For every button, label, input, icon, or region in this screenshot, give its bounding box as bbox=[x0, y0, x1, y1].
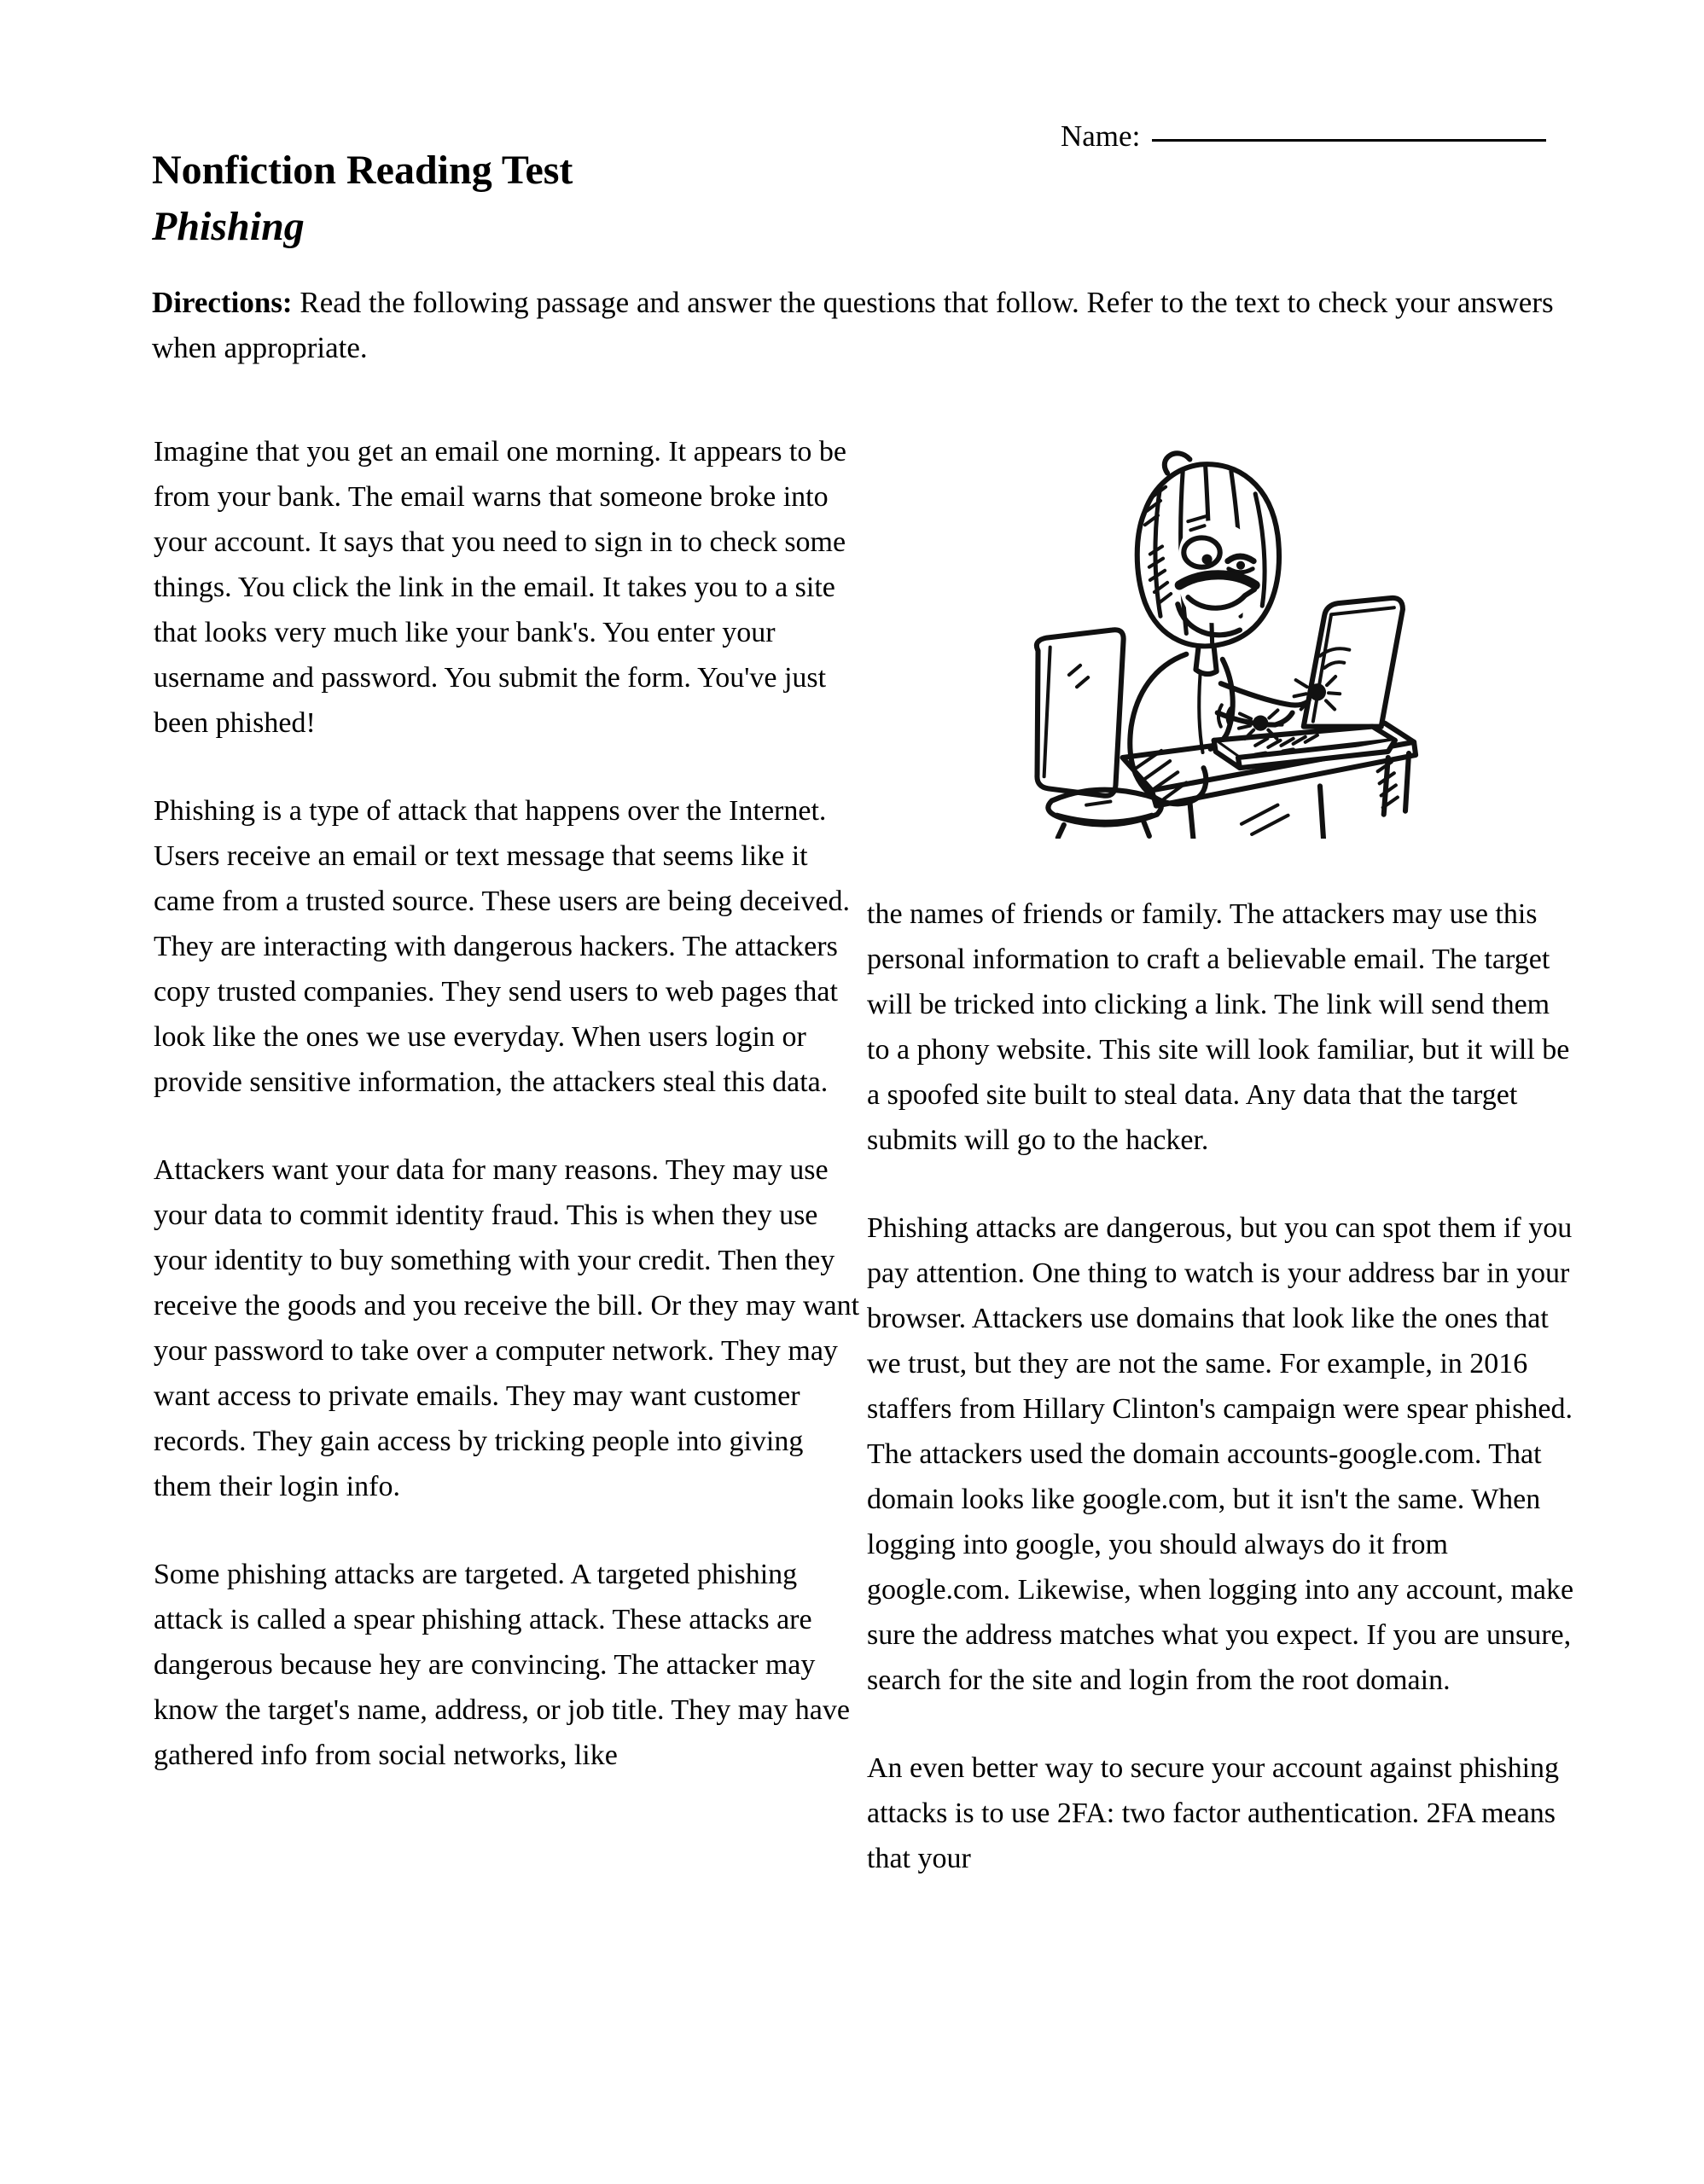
name-label: Name: bbox=[1061, 119, 1141, 153]
passage-paragraph: the names of friends or family. The attackers may use this personal information to craft a believable email. The target will be tricked into clicking a link. The link will send them to a phony website. This site will look familiar, but it will be a spoofed site built to steal data. Any data that the target submits will go to the hacker. bbox=[867, 898, 1570, 1156]
passage-right-column bbox=[867, 892, 1575, 1924]
name-blank-line[interactable] bbox=[1152, 139, 1546, 142]
passage-left-column bbox=[154, 429, 862, 1821]
chair bbox=[1037, 630, 1161, 838]
name-field-row bbox=[1061, 119, 1546, 154]
passage-paragraph: An even better way to secure your account against phishing attacks is to use 2FA: two factor authentication. 2FA means that your bbox=[867, 1752, 1560, 1874]
page-subtitle: Phishing bbox=[152, 204, 305, 249]
passage-paragraph: Phishing attacks are dangerous, but you can spot them if you pay attention. One thing to watch is your address bar in your browser. Attackers use domains that look like the ones that we trust, but they are not the same. For example, in 2016 staffers from Hillary Clinton's campaign were spear phished. The attackers used the domain accounts-google.com. That domain looks like google.com, but it isn't the same. When logging into google, you should always do it from google.com. Likewise, when logging into any account, make sure the address matches what you expect. If you are unsure, search for the site and login from the root domain. bbox=[867, 1212, 1574, 1696]
directions bbox=[152, 280, 1575, 370]
passage-paragraph: Phishing is a type of attack that happens over the Internet. Users receive an email or text message that seems like it came from a trusted source. These users are being deceived. They are interacting with dangerous hackers. The attackers copy trusted companies. They send users to web pages that look like the ones we use everyday. When users login or provide sensitive information, the attackers steal this data. bbox=[154, 795, 850, 1098]
passage-paragraph: Attackers want your data for many reasons. They may use your data to commit identity fraud. This is when they use your identity to buy something with your credit. Then they receive the goods and you receive the bill. Or they may want your password to take over a computer network. They may want access to private emails. They may want customer records. They gain access by tricking people into giving them their login info. bbox=[154, 1154, 860, 1502]
directions-text: Read the following passage and answer the questions that follow. Refer to the text to check your answers when appropriate. bbox=[152, 286, 1554, 364]
directions-label: Directions: bbox=[152, 286, 293, 319]
hacker-at-laptop-illustration bbox=[981, 425, 1502, 839]
passage-paragraph: Some phishing attacks are targeted. A targeted phishing attack is called a spear phishing attack. These attacks are dangerous because hey are convincing. The attacker may know the target's name, address, or job title. They may have gathered info from social networks, like bbox=[154, 1559, 850, 1771]
passage-paragraph: Imagine that you get an email one morning. It appears to be from your bank. The email warns that someone broke into your account. It says that you need to sign in to check some things. You click the link in the email. It takes you to a site that looks very much like your bank's. You enter your username and password. You submit the form. You've just been phished! bbox=[154, 436, 846, 739]
page-title: Nonfiction Reading Test bbox=[152, 148, 573, 193]
